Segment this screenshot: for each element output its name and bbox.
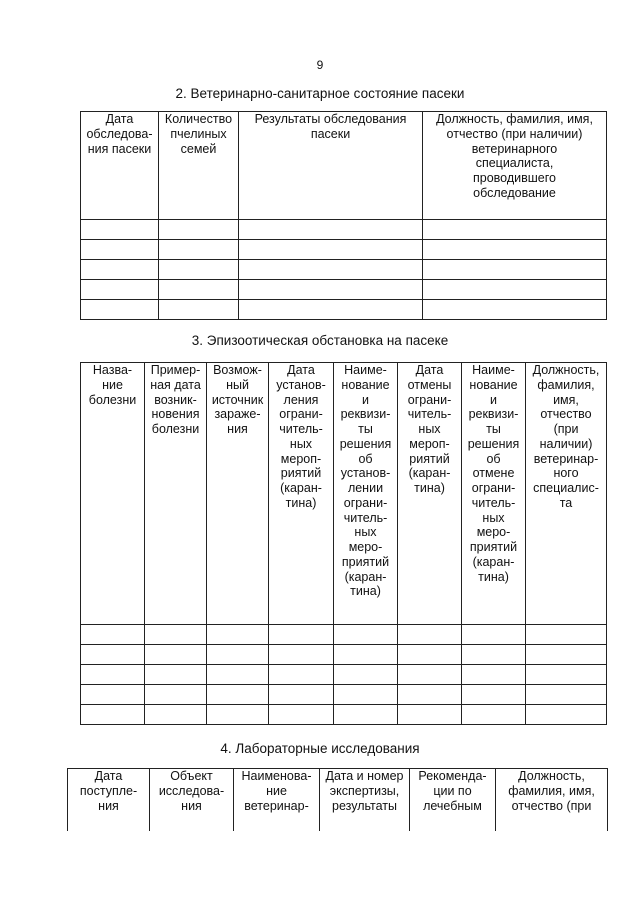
section-4-title: 4. Лабораторные исследования <box>220 741 420 756</box>
col-header-restriction-start-decision: Наиме- нование и реквизи- ты решения об установ- лении ограни- читель- ных меро- приятий (каран- тина) <box>334 363 398 625</box>
col-header-vet-specialist: Должность, фамилия, имя, отчество (при <box>496 769 608 831</box>
table-row <box>81 260 607 280</box>
col-header-survey-results: Результаты обследования пасеки <box>239 112 423 220</box>
col-header-vet-lab-name: Наименова- ние ветеринар- <box>234 769 320 831</box>
table-row <box>81 220 607 240</box>
col-header-disease-name: Назва- ние болезни <box>81 363 145 625</box>
table-row <box>81 240 607 260</box>
table-row <box>81 705 607 725</box>
col-header-bee-colonies: Количество пчелиных семей <box>159 112 239 220</box>
col-header-treatment-recommendations: Рекоменда- ции по лечебным <box>410 769 496 831</box>
col-header-restriction-start-date: Дата установ- ления ограни- читель- ных мероп- риятий (каран- тина) <box>269 363 334 625</box>
table-row <box>81 685 607 705</box>
col-header-onset-date: Пример- ная дата возник- новения болезни <box>145 363 207 625</box>
col-header-survey-date: Дата обследова- ния пасеки <box>81 112 159 220</box>
section-2-title: 2. Ветеринарно-санитарное состояние пасеки <box>175 86 465 101</box>
col-header-receipt-date: Дата поступле- ния <box>68 769 150 831</box>
col-header-vet-specialist: Должность, фамилия, имя, отчество (при наличии) ветеринар- ного специалис- та <box>526 363 607 625</box>
col-header-restriction-end-decision: Наиме- нование и реквизи- ты решения об отмене ограни- читель- ных меро- приятий (каран- тина) <box>462 363 526 625</box>
col-header-expertise-date-number: Дата и номер экспертизы, результаты <box>320 769 410 831</box>
table-row <box>81 300 607 320</box>
table-row <box>81 645 607 665</box>
apiary-vet-sanitary-table <box>80 111 607 320</box>
table-row <box>81 665 607 685</box>
table-row <box>81 280 607 300</box>
col-header-infection-source: Возмож- ный источник зараже- ния <box>207 363 269 625</box>
table-row <box>81 625 607 645</box>
section-3-title: 3. Эпизоотическая обстановка на пасеке <box>191 333 449 348</box>
col-header-vet-specialist: Должность, фамилия, имя, отчество (при наличии) ветеринарного специалиста, проводившего обследование <box>423 112 607 220</box>
lab-tests-table <box>67 768 608 831</box>
epizootic-situation-table <box>80 362 607 725</box>
col-header-test-object: Объект исследова- ния <box>150 769 234 831</box>
col-header-restriction-end-date: Дата отмены ограни- читель- ных мероп- риятий (каран- тина) <box>398 363 462 625</box>
page-number: 9 <box>316 58 324 72</box>
